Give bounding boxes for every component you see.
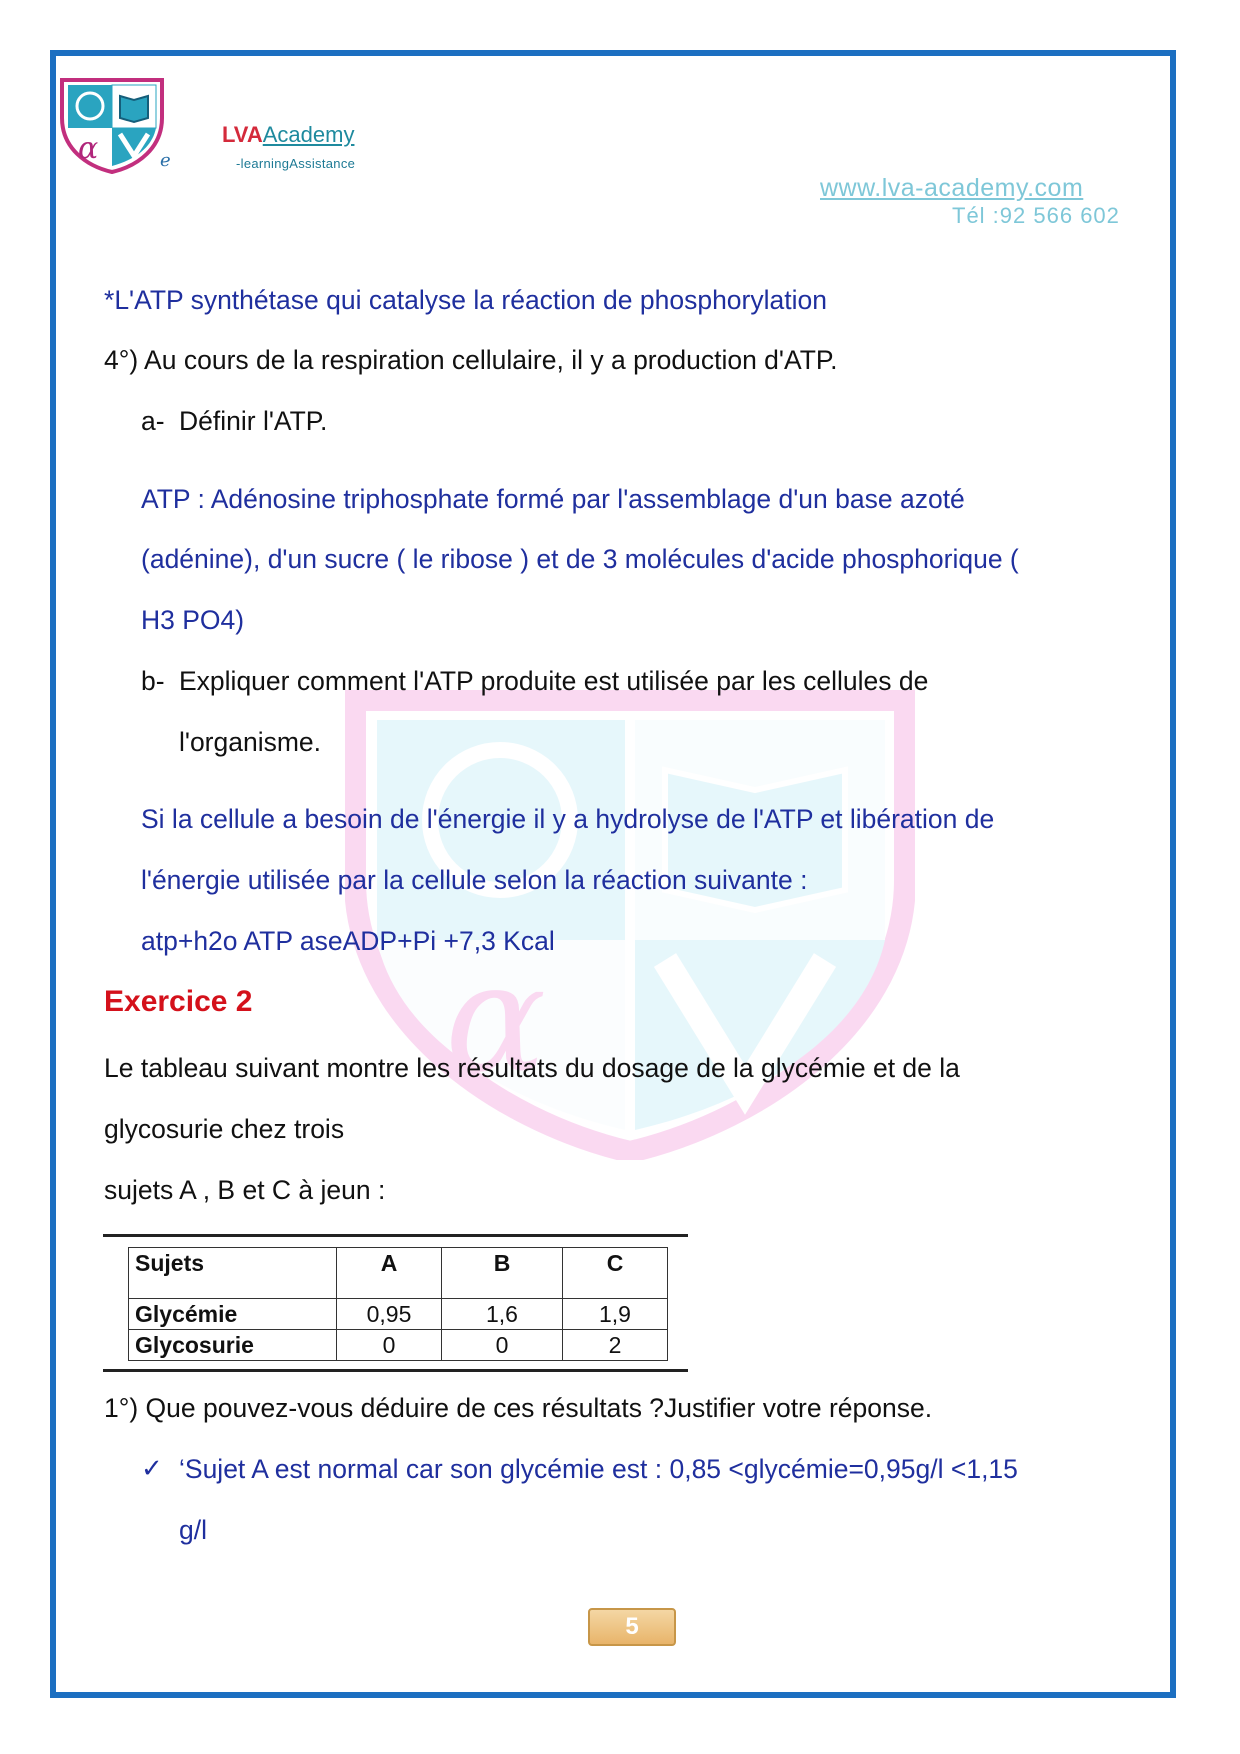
question-4b-line-2: l'organisme. (179, 727, 322, 757)
table-header-cell: B (442, 1248, 563, 1299)
phone-number: Tél :92 566 602 (952, 203, 1120, 228)
answer-1-line-1: ‘Sujet A est normal car son glycémie est : 0,85 <glycémie=0,95g/l <1,15 (179, 1454, 1018, 1484)
answer-1-line-2: g/l (179, 1515, 207, 1545)
table-cell: 1,9 (563, 1299, 668, 1330)
page-number: 5 (588, 1608, 676, 1646)
reaction-equation: atp+h2o ATP aseADP+Pi +7,3 Kcal (141, 926, 555, 956)
brand-lva: LVA (222, 122, 263, 147)
table-header-cell: A (337, 1248, 442, 1299)
answer-4a-line-2: (adénine), d'un sucre ( le ribose ) et de 3 molécules d'acide phosphorique ( (141, 544, 1019, 574)
logo-e-letter: e (160, 150, 171, 171)
table-cell: 2 (563, 1330, 668, 1361)
table-header-cell: C (563, 1248, 668, 1299)
svg-text:α: α (445, 932, 547, 1106)
answer-4b-line-1: Si la cellule a besoin de l'énergie il y a hydrolyse de l'ATP et libération de (141, 804, 995, 834)
table-cell: 0 (337, 1330, 442, 1361)
table-cell: 1,6 (442, 1299, 563, 1330)
checkmark-icon: ✓ (141, 1454, 163, 1484)
table-cell: 0,95 (337, 1299, 442, 1330)
table-cell: 0 (442, 1330, 563, 1361)
text-line-1: *L'ATP synthétase qui catalyse la réaction de phosphorylation (104, 285, 827, 315)
shield-logo-icon (58, 78, 166, 174)
exercise-intro-line-1: Le tableau suivant montre les résultats du dosage de la glycémie et de la (104, 1053, 960, 1083)
brand-subtitle: -learningAssistance (236, 156, 356, 171)
answer-4b-line-2: l'énergie utilisée par la cellule selon la réaction suivante : (141, 865, 808, 895)
exercise-intro-line-2: glycosurie chez trois (104, 1114, 345, 1144)
question-4a: Définir l'ATP. (179, 406, 328, 436)
exercise-intro-line-3: sujets A , B et C à jeun : (104, 1175, 386, 1205)
question-4b: Expliquer comment l'ATP produite est utilisée par les cellules de (179, 666, 929, 696)
exercise-title: Exercice 2 (104, 985, 253, 1018)
question-1: 1°) Que pouvez-vous déduire de ces résultats ?Justifier votre réponse. (104, 1393, 933, 1423)
website-link[interactable]: www.lva-academy.com (820, 174, 1084, 202)
table-row (129, 1299, 668, 1330)
table-row (129, 1330, 668, 1361)
answer-4a-line-3: H3 PO4) (141, 605, 245, 635)
question-4: 4°) Au cours de la respiration cellulaire, il y a production d'ATP. (104, 345, 838, 375)
table-header-cell: Sujets (129, 1248, 337, 1299)
question-4b-marker: b- (141, 666, 165, 696)
table-cell: Glycémie (129, 1299, 337, 1330)
results-table (103, 1234, 688, 1372)
table-cell: Glycosurie (129, 1330, 337, 1361)
brand-name (222, 122, 354, 148)
brand-academy: Academy (262, 122, 355, 147)
svg-text:α: α (78, 131, 99, 166)
answer-4a-line-1: ATP : Adénosine triphosphate formé par l'assemblage d'un base azoté (141, 484, 965, 514)
question-4a-marker: a- (141, 406, 165, 436)
